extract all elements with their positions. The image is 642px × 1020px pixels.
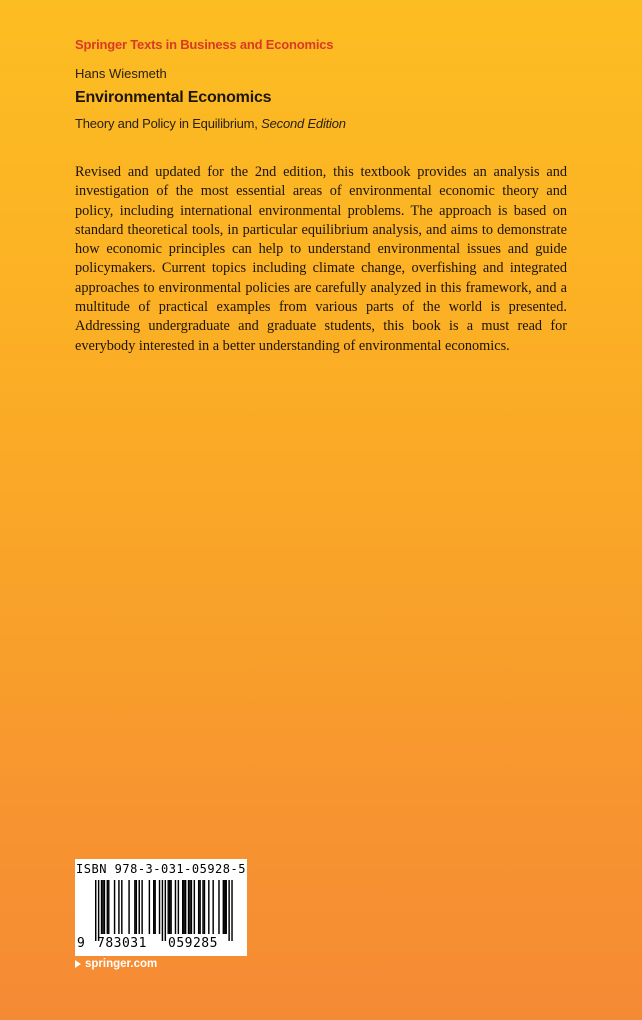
barcode-bar: [141, 880, 142, 934]
book-subtitle: [75, 116, 346, 131]
barcode-bar: [194, 880, 195, 934]
barcode-bar: [204, 880, 205, 934]
barcode-bar: [104, 880, 105, 934]
barcode-bar: [162, 880, 163, 941]
isbn-number: ISBN 978-3-031-05928-5: [76, 862, 246, 876]
barcode-bar: [185, 880, 186, 934]
barcode-bar: [189, 880, 190, 934]
barcode-bar: [175, 880, 176, 934]
arrow-right-icon: [75, 960, 81, 968]
barcode-bar: [191, 880, 192, 934]
barcode-bar: [159, 880, 160, 934]
barcode-bar: [178, 880, 179, 934]
barcode-bar: [208, 880, 209, 934]
barcode-bar: [154, 880, 155, 934]
barcode-bar: [121, 880, 122, 934]
barcode-bar: [212, 880, 213, 934]
barcode-bar: [101, 880, 102, 934]
barcode-bar: [134, 880, 135, 934]
barcode-bar: [202, 880, 203, 934]
edition-text: Second Edition: [261, 116, 346, 131]
barcode-lead-digit: 9: [77, 936, 85, 951]
barcode-bar: [153, 880, 154, 934]
barcode-bar: [224, 880, 225, 934]
barcode-bar: [118, 880, 119, 934]
barcode-bar: [107, 880, 108, 934]
barcode-bar: [149, 880, 150, 934]
barcode-bar: [226, 880, 227, 934]
barcode-bar: [108, 880, 109, 934]
book-description: Revised and updated for the 2nd edition, this textbook provides an analysis and investigation of the most essential areas of environmental economic theory and policy, including international environmental problems. The approach is based on standard theoretical tools, in particular equilibrium analysis, and aims to demonstrate how economic principles can help to understand environmental issues and guide policymakers. Current topics including climate change, overfishing and integrated approaches to environmental policies are carefully analyzed in this framework, and a multitude of practical examples from various parts of the world is presented. Addressing undergraduate and graduate students, this book is a must read for everybody interested in a better understanding of environmental economics.: [75, 164, 567, 354]
barcode-left-digits: 783031: [97, 936, 147, 951]
barcode-bar: [136, 880, 137, 934]
barcode-bar: [183, 880, 184, 934]
barcode-bar: [102, 880, 103, 934]
publisher-website[interactable]: [75, 958, 157, 970]
barcode-bar: [165, 880, 166, 941]
barcode-bar: [128, 880, 129, 934]
barcode-right-digits: 059285: [168, 936, 218, 951]
barcode-bar: [169, 880, 170, 934]
barcode-bar: [168, 880, 169, 934]
barcode-bars: [79, 880, 243, 942]
barcode-bar: [218, 880, 219, 934]
series-name: Springer Texts in Business and Economics: [75, 37, 334, 52]
subtitle-text: Theory and Policy in Equilibrium,: [75, 116, 258, 131]
barcode-bar: [139, 880, 140, 934]
barcode-bar: [223, 880, 224, 934]
book-title: Environmental Economics: [75, 89, 272, 106]
barcode-bar: [182, 880, 183, 934]
barcode-bar: [170, 880, 171, 934]
barcode-bar: [114, 880, 115, 934]
barcode-bar: [95, 880, 96, 941]
barcode-bar: [188, 880, 189, 934]
barcode-bar: [228, 880, 229, 941]
author-name: Hans Wiesmeth: [75, 66, 167, 81]
isbn-barcode: [75, 859, 247, 956]
barcode-bar: [198, 880, 199, 934]
barcode-bar: [98, 880, 99, 941]
barcode-bar: [199, 880, 200, 934]
website-text: springer.com: [85, 958, 158, 970]
barcode-bar: [231, 880, 232, 941]
